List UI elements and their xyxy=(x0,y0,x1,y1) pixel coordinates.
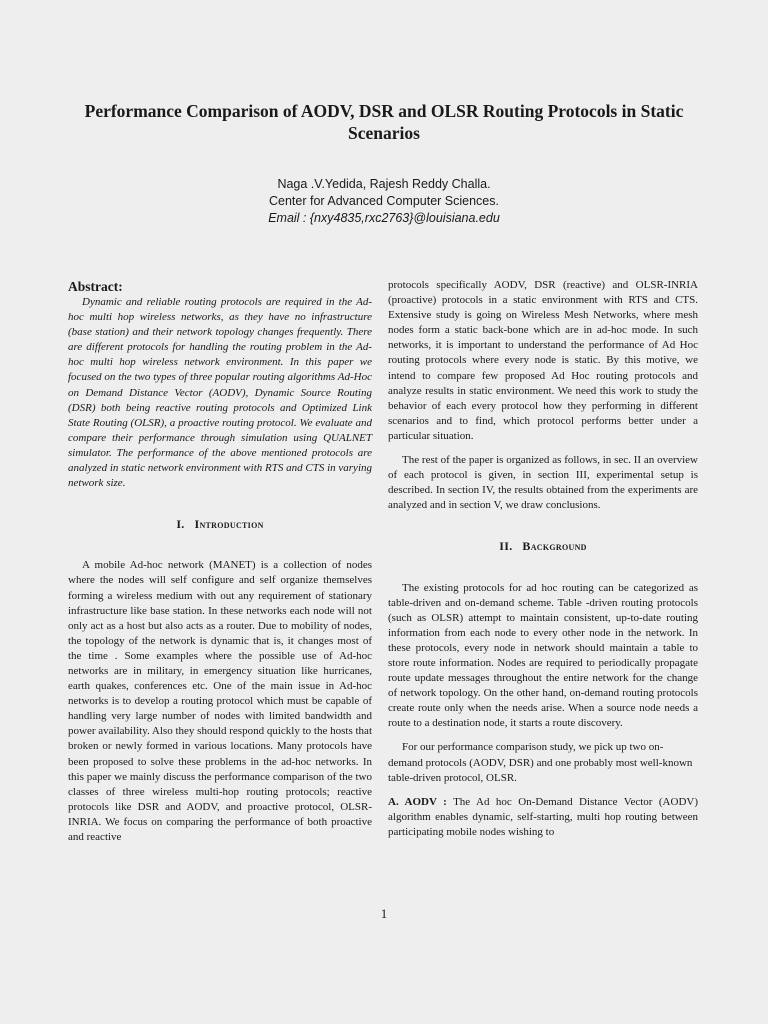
abstract-text: Dynamic and reliable routing protocols are required in the Ad-hoc multi hop wireless networks, as they have no infrastructure (base station) and their network topology changes frequently. There are different protocols for handling the routing problem in the Ad-hoc multi hop wireless network environment. In this paper we focused on the two types of three popular routing algorithms Ad-Hoc on Demand Distance Vector (AODV), Dynamic Source Routing (DSR) both being reactive routing protocols and Optimized Link State Routing (OLSR), a proactive routing protocol. We evaluate and compare their performance through simulation using QUALNET simulator. The performance of the above mentioned protocols are analyzed in static network environment with RTS and CTS in varying network size. xyxy=(68,296,372,490)
author-names: Naga .V.Yedida, Rajesh Reddy Challa. xyxy=(277,177,491,191)
aodv-text: The Ad hoc On-Demand Distance Vector (AODV) algorithm enables dynamic, self-starting, multi hop routing between participating mobile nodes wishing to xyxy=(388,795,698,838)
intro-continued-paragraph: protocols specifically AODV, DSR (reactive) and OLSR-INRIA (proactive) protocols in a static environment with RTS and CTS. Extensive study is going on Wireless Mesh Networks, where mesh nodes form a static back-bone which are in ad-hoc mode. In such networks, it is important to understand the performance of Ad Hoc routing protocols where every node is static. By this motive, we intend to compare few proposed Ad Hoc routing protocols and analyze results in static environment. We need this work to study the behavior of each every protocol how they performing in different scenarios and to find, which protocol performs better under a particular situation. xyxy=(388,279,698,442)
introduction-paragraph: A mobile Ad-hoc network (MANET) is a collection of nodes where the nodes will self configure and self organize themselves forming a wireless medium with out any requirement of stationary infrastructure like base station. In these networks each node will not only act as a host but also acts as a router. Due to mobility of nodes, the topology of the network is dynamic that is, it changes most of the time . Some examples where the possible use of Ad-hoc networks are in military, in emergency situation like hurricanes, earth quakes, conferences etc. One of the main issue in Ad-hoc networks is to develop a routing protocol which must be capable of handling very large number of nodes with limited bandwidth and power availability. Also they should respond quickly to the hosts that broken or newly formed in various locations. Many protocols have been proposed to solve these problems in the ad-hoc networks. In this paper we mainly discuss the performance comparison of the two classes of three wireless multi-hop routing protocols; reactive protocols like DSR and AODV, and proactive protocol, OLSR-INRIA. We focus on comparing the performance of both proactive and reactive xyxy=(68,559,372,843)
section-title: Introduction xyxy=(194,517,264,532)
section-heading-background xyxy=(388,539,698,554)
right-column xyxy=(388,278,698,840)
section-number: I. xyxy=(176,517,185,532)
paper-title: Performance Comparison of AODV, DSR and OLSR Routing Protocols in Static Scenarios xyxy=(84,101,684,143)
paper-organization-paragraph: The rest of the paper is organized as follows, in sec. II an overview of each protocol is given, in section III, experimental setup is described. In section IV, the results obtained from the experiments are analyzed and in section V, we draw conclusions. xyxy=(388,454,698,512)
aodv-label: A. AODV : xyxy=(388,795,447,808)
author-block xyxy=(160,176,608,227)
background-paragraph: The existing protocols for ad hoc routing can be categorized as table-driven and on-demand scheme. Table -driven routing protocols (such as OLSR) attempt to maintain consistent, up-to-date routing information from each node to every other node in the network. In these protocols, every node in network should maintain a table to store route information. Nodes are required to periodically propagate route update messages throughout the entire network for the change of network topology. On the other hand, on-demand routing protocols create route only when the needs arise. When a source node needs a route to a destination node, it starts a route discovery. xyxy=(388,581,698,730)
aodv-paragraph xyxy=(388,795,698,840)
abstract-heading: Abstract: xyxy=(68,279,123,294)
left-column xyxy=(68,278,372,845)
comparison-study-paragraph: For our performance comparison study, we pick up two on-demand protocols (AODV, DSR) and one probably most well-known table-driven protocol, OLSR. xyxy=(388,741,693,784)
section-title: Background xyxy=(522,539,587,554)
section-number: II. xyxy=(499,539,513,554)
section-heading-introduction xyxy=(68,517,372,532)
author-affiliation: Center for Advanced Computer Sciences. xyxy=(269,194,499,208)
page-number: 1 xyxy=(380,906,388,921)
author-email: Email : {nxy4835,rxc2763}@louisiana.edu xyxy=(268,211,500,225)
